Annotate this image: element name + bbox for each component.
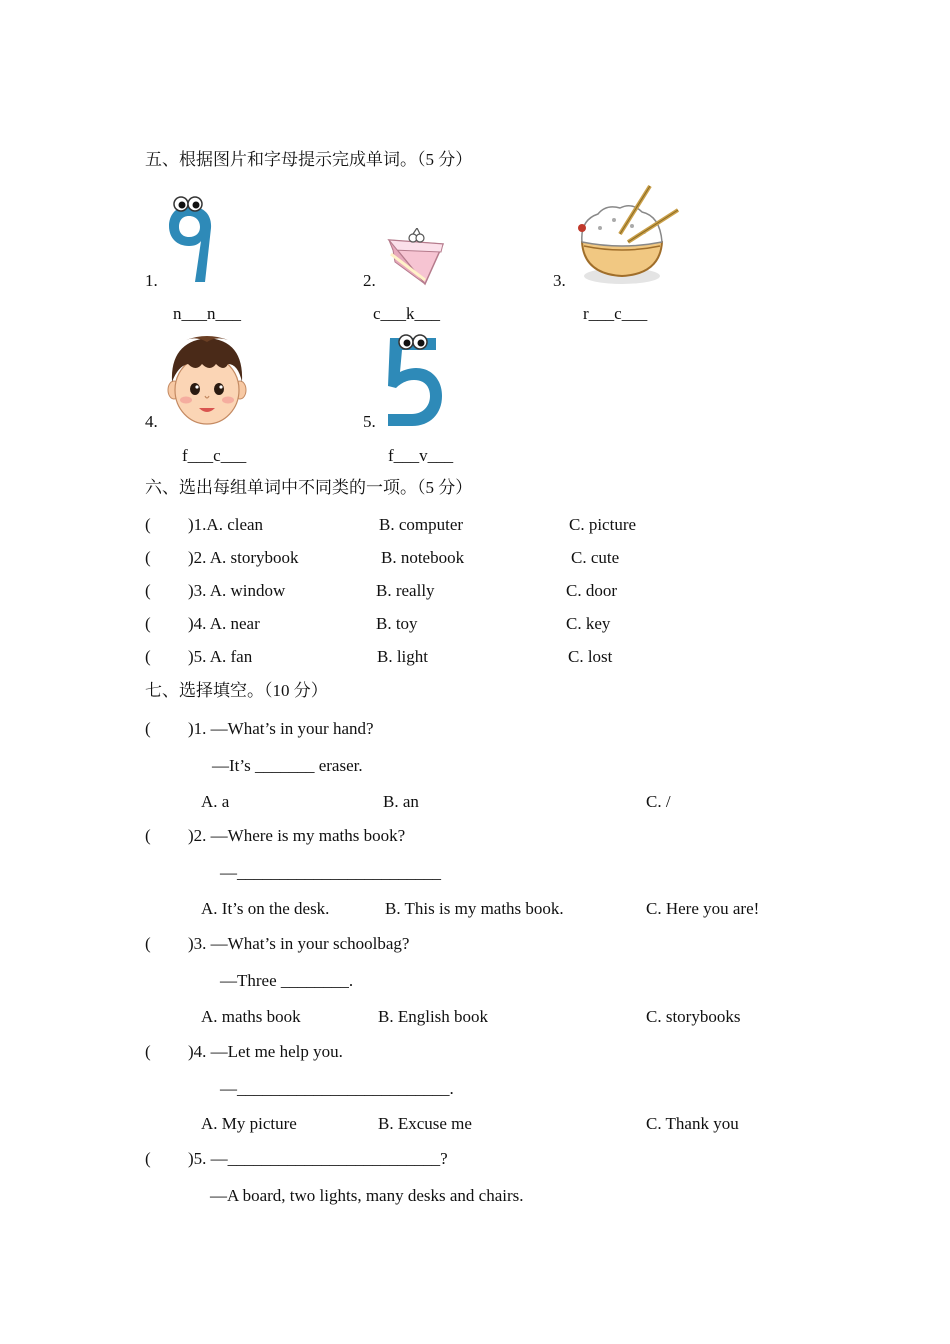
item-number: 4. bbox=[145, 412, 158, 431]
rice-bowl-icon bbox=[574, 184, 682, 288]
option-b: B. English book bbox=[378, 1007, 489, 1026]
option-a: )3. A. window bbox=[188, 581, 286, 600]
option-c: C. Thank you bbox=[646, 1114, 739, 1133]
option-c: C. storybooks bbox=[646, 1007, 741, 1026]
answer-line: —_________________________. bbox=[220, 1079, 454, 1098]
question-text: )3. —What’s in your schoolbag? bbox=[188, 934, 410, 953]
question-text: )4. —Let me help you. bbox=[188, 1042, 343, 1061]
item-number: 3. bbox=[553, 271, 566, 290]
option-b: B. computer bbox=[379, 515, 464, 534]
word-hint: n___n___ bbox=[173, 304, 241, 323]
option-b: B. notebook bbox=[381, 548, 465, 567]
option-b: B. This is my maths book. bbox=[385, 899, 564, 918]
option-b: B. an bbox=[383, 792, 419, 811]
answer-paren[interactable]: ( bbox=[145, 647, 151, 666]
option-a: A. My picture bbox=[201, 1114, 297, 1133]
option-a: )1.A. clean bbox=[188, 515, 264, 534]
word-hint: f___v___ bbox=[388, 446, 454, 465]
word-hint: f___c___ bbox=[182, 446, 247, 465]
answer-paren[interactable]: ( bbox=[145, 581, 151, 600]
answer-line: —________________________ bbox=[220, 863, 441, 882]
answer-paren[interactable]: ( bbox=[145, 515, 151, 534]
section-7-title: 七、选择填空。（10 分） bbox=[145, 681, 328, 700]
answer-paren[interactable]: ( bbox=[145, 1149, 151, 1168]
section-6-title: 六、选出每组单词中不同类的一项。（5 分） bbox=[145, 478, 473, 497]
answer-paren[interactable]: ( bbox=[145, 548, 151, 567]
option-a: )2. A. storybook bbox=[188, 548, 299, 567]
cake-icon bbox=[385, 228, 449, 288]
option-b: B. toy bbox=[376, 614, 418, 633]
option-c: C. cute bbox=[571, 548, 620, 567]
answer-line: —It’s _______ eraser. bbox=[212, 756, 363, 775]
answer-line: —A board, two lights, many desks and chairs. bbox=[210, 1186, 524, 1205]
option-c: C. / bbox=[646, 792, 671, 811]
number-five-icon bbox=[384, 330, 444, 430]
option-c: C. door bbox=[566, 581, 617, 600]
answer-paren[interactable]: ( bbox=[145, 934, 151, 953]
option-a: )4. A. near bbox=[188, 614, 260, 633]
section-5-title: 五、根据图片和字母提示完成单词。（5 分） bbox=[145, 150, 473, 169]
option-b: B. light bbox=[377, 647, 429, 666]
answer-line: —Three ________. bbox=[220, 971, 354, 990]
answer-paren[interactable]: ( bbox=[145, 826, 151, 845]
question-text: )2. —Where is my maths book? bbox=[188, 826, 406, 845]
option-c: C. picture bbox=[569, 515, 637, 534]
option-c: C. Here you are! bbox=[646, 899, 760, 918]
option-a: A. It’s on the desk. bbox=[201, 899, 330, 918]
answer-paren[interactable]: ( bbox=[145, 719, 151, 738]
option-c: C. lost bbox=[568, 647, 613, 666]
boy-face-icon bbox=[166, 334, 248, 428]
answer-paren[interactable]: ( bbox=[145, 1042, 151, 1061]
option-a: A. a bbox=[201, 792, 230, 811]
question-text: )5. —_________________________? bbox=[188, 1149, 448, 1168]
word-hint: c___k___ bbox=[373, 304, 441, 323]
item-number: 5. bbox=[363, 412, 376, 431]
option-a: )5. A. fan bbox=[188, 647, 253, 666]
option-a: A. maths book bbox=[201, 1007, 301, 1026]
answer-paren[interactable]: ( bbox=[145, 614, 151, 633]
word-hint: r___c___ bbox=[583, 304, 648, 323]
item-number: 1. bbox=[145, 271, 158, 290]
question-text: )1. —What’s in your hand? bbox=[188, 719, 374, 738]
number-nine-icon bbox=[163, 194, 215, 288]
option-b: B. really bbox=[376, 581, 435, 600]
item-number: 2. bbox=[363, 271, 376, 290]
option-c: C. key bbox=[566, 614, 611, 633]
option-b: B. Excuse me bbox=[378, 1114, 472, 1133]
